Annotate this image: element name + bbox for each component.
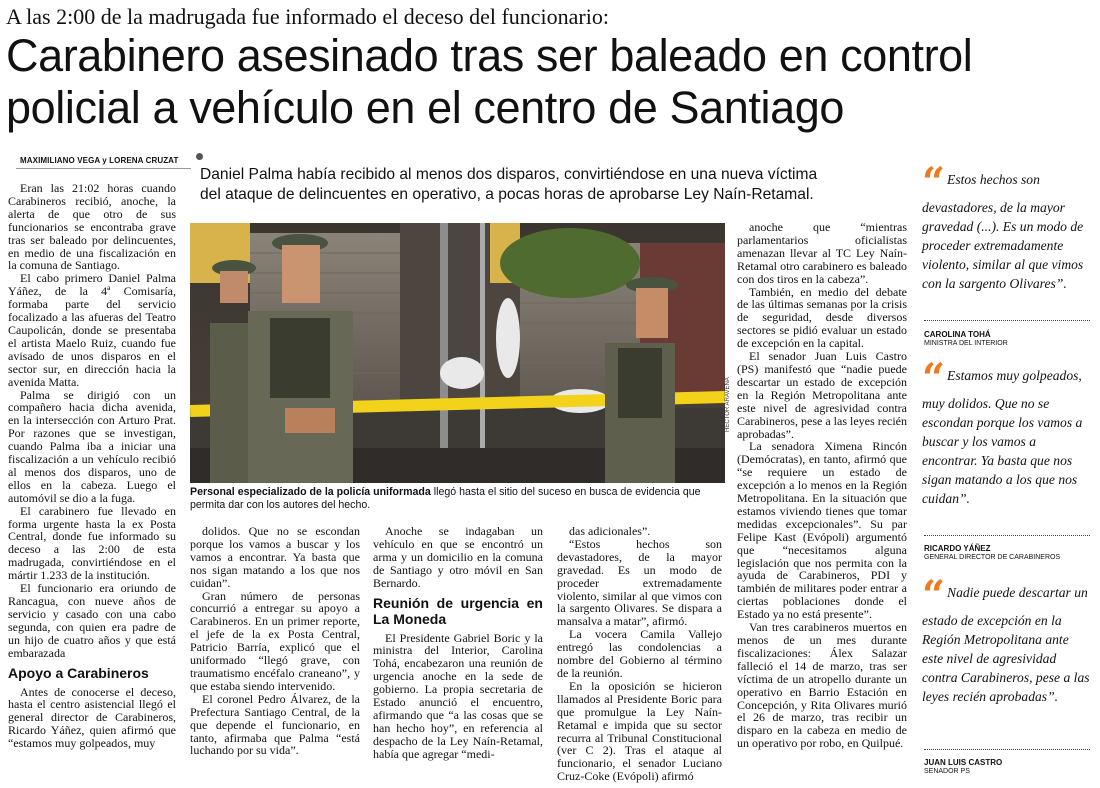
paragraph: El Presidente Gabriel Boric y la ministra del Interior, Carolina Tohá, encabezaron una reunión de urgencia anoche en la sede de gobierno. La propia secretaria de Estado anunció el encuentro, afirmando que “a las cosas que se han hecho hoy”, en referencia al despacho de la Ley Naín-Retamal, había que agregar “medi- [373,630,543,761]
paragraph: La vocera Camila Vallejo entregó las condolencias a nombre del Gobierno al término de la reunión. [557,627,722,680]
paragraph: Eran las 21:02 horas cuando Carabineros recibió, anoche, la alerta de que otro de sus funcionarios se encontraba grave tras ser baleado por delincuentes, en medio de una fiscalización en la comuna de Santiago. [8,181,176,273]
headline-line-2: policial a vehículo en el centro de Santiago [6,82,844,133]
quote-1-text: Estos hechos son devastadores, de la mayor gravedad (...). Es un modo de proceder extremadamente violento, similar al que vimos con la sargento Olivares”. [922,172,1084,291]
quote-mark-icon: “ [922,572,946,619]
quote-1 [922,159,1092,293]
col3-after [373,632,543,761]
photo-illustration [190,223,725,483]
body-column-2 [190,525,360,757]
body-column-3 [373,525,543,761]
caption-bold: Personal especializado de la policía uniformada [190,486,431,498]
photo-caption [190,486,725,512]
quote-1-name: CAROLINA TOHÁ [924,330,991,339]
paragraph: anoche que “mientras parlamentarios oficialistas amenazan llevar al TC Ley Naín-Retamal otro carabinero es baleado con dos tiros en la cabeza”. [737,220,907,286]
paragraph: También, en medio del debate de las últimas semanas por la crisis de seguridad, desde diversos sectores se pidió evaluar un estado de excepción en la capital. [737,284,907,351]
byline: MAXIMILIANO VEGA y LORENA CRUZAT [20,156,179,165]
col3-paragraphs [373,525,543,590]
paragraph: El carabinero fue llevado en forma urgente hasta la ex Posta Central, donde fue informado su deceso a las 2:00 de esta madrugada, convirtiéndose en el mártir 1.233 de la institución. [8,503,176,583]
quote-1-role: MINISTRA DEL INTERIOR [924,340,1008,347]
paragraph: Van tres carabineros muertos en menos de un mes durante fiscalizaciones: Álex Salazar falleció el 14 de marzo, tras ser víctima de un atropello durante un operativo en Barrio Estación en Concepción, y Rita Olivares murió el 26 de marzo, tras recibir un disparo en la cabeza en medio de un operativo por robo, en Quilpué. [737,620,907,751]
headline-line-1: Carabinero asesinado tras ser baleado en control [6,30,973,81]
paragraph: En la oposición se hicieron llamados al Presidente Boric para que promulgue la Ley Naín-Retamal e impida que su sector recurra al Tribunal Constitucional (ver C 2). Tras el ataque al funcionario, el senador Luciano Cruz-Coke (Evópoli) afirmó [557,678,722,784]
quote-mark-icon: “ [922,355,946,402]
paragraph: dolidos. Que no se escondan porque los vamos a buscar y los vamos a encontrar. Ya basta que nos sigan matando a los que nos cuidan”. [190,524,360,590]
col4-paragraphs [557,525,722,783]
body-column-1 [8,182,176,750]
kicker: A las 2:00 de la madrugada fue informado el deceso del funcionario: [6,4,609,29]
paragraph: La senadora Ximena Rincón (Demócratas), en tanto, afirmó que “se requiere un estado de excepción a lo menos en la Región Metropolitana. En la situación que estamos viviendo tienes que tomar medidas excepcionales”. Su par Felipe Kast (Evópoli) argumentó que “necesitamos alguna legislación que nos permita con la ayuda de Carabineros, PDI y también de militares poder entrar a ciertas poblaciones donde el Estado ya no está presente”. [737,439,907,622]
paragraph: Gran número de personas concurrió a entregar su apoyo a Carabineros. En un primer reporte, el jefe de la ex Posta Central, Patricio Barría, explicó que el uniformado “llegó grave, con traumatismo encéfalo craneano”, y que estaba siendo intervenido. [190,588,360,693]
quote-2-rule [924,535,1090,536]
quote-mark-icon: “ [922,159,946,206]
quote-2 [922,355,1092,508]
subhead-apoyo: Apoyo a Carabineros [8,664,149,681]
paragraph: El senador Juan Luis Castro (PS) manifestó que “nadie puede descartar un estado de excepción en la Región Metropolitana ante este nivel de agresividad contra Carabineros, pese a las leyes recién aprobadas”. [737,349,907,441]
col5-paragraphs [737,221,907,750]
body-column-4 [557,525,722,783]
quote-3-name: JUAN LUIS CASTRO [924,758,1003,767]
quote-1-rule [924,320,1090,321]
paragraph: El funcionario era oriundo de Rancagua, con nueve años de servicio y casado con una cabo segunda, con quien era padre de un hijo de cuatro años y que está embarazada [8,581,176,660]
col1-after [8,686,176,751]
quote-3 [922,572,1092,706]
news-photo [190,223,725,483]
col2-paragraphs [190,525,360,757]
paragraph: Anoche se indagaban un vehículo en que se encontró un arma y un domicilio en la comuna de Santiago y otro móvil en San Bernardo. [373,524,543,590]
byline-rule [16,168,191,169]
quote-3-text: Nadie puede descartar un estado de excepción en la Región Metropolitana ante este nivel de agresividad contra Carabineros, pese a las leyes recién aprobadas”. [922,585,1090,704]
subhead-reunion: Reunión de urgencia en La Moneda [373,594,543,627]
deck-line-2: del ataque de delincuentes en operativo, a pocas horas de aprobarse Ley Naín-Retamal. [200,186,814,203]
col1-paragraphs [8,182,176,660]
paragraph: Palma se dirigió con un compañero hacia dicha avenida, en la intersección con Arturo Prat. Por razones que se investigan, cuando Palma iba a iniciar una fiscalización a un vehículo recibió al menos dos disparos, uno de ellos en la cabeza. Luego el automóvil se dio a la fuga. [8,387,176,505]
quote-2-name: RICARDO YÁÑEZ [924,544,991,553]
paragraph: “Estos hechos son devastadores, de la mayor gravedad. Es un modo de proceder extremadamente violento, similar al que vimos con la sargento Olivares. Se dispara a mansalva a matar”, afirmó. [557,536,722,629]
bullet-dot-icon [196,153,203,160]
photo-credit: HÉCTOR ARAVENA [725,377,731,432]
caption-rest: llegó hasta el sitio del suceso en busca de evidencia que permita dar con los autores del hecho. [190,486,701,511]
headline [6,30,1096,134]
quote-2-role: GENERAL DIRECTOR DE CARABINEROS [924,554,1061,561]
deck-line-1: Daniel Palma había recibido al menos dos disparos, convirtiéndose en una nueva víctima [200,166,818,183]
paragraph: El coronel Pedro Álvarez, de la Prefectura Santiago Central, de la que depende el funcionario, en tanto, afirmaba que Palma “está luchando por su vida”. [190,691,360,758]
body-column-5 [737,221,907,750]
paragraph: Antes de conocerse el deceso, hasta el centro asistencial llegó el general director de Carabineros, Ricardo Yáñez, quien afirmó que “estamos muy golpeados, muy [8,684,176,751]
paragraph: El cabo primero Daniel Palma Yáñez, de la 4ª Comisaría, formaba parte del servicio focalizado a las afueras del Teatro Caupolicán, donde se presentaba el artista Maelo Ruiz, cuando fue avisado de unos disparos en el sector sur, en dirección hacia la avenida Matta. [8,271,176,389]
quote-3-rule [924,749,1090,750]
quote-3-role: SENADOR PS [924,768,970,775]
quote-2-text: Estamos muy golpeados, muy dolidos. Que no se escondan porque los vamos a buscar y los vamos a encontrar. Ya basta que nos sigan matando a los que nos cuidan”. [922,368,1083,506]
deck [200,165,910,205]
paragraph: das adicionales”. [569,524,651,538]
